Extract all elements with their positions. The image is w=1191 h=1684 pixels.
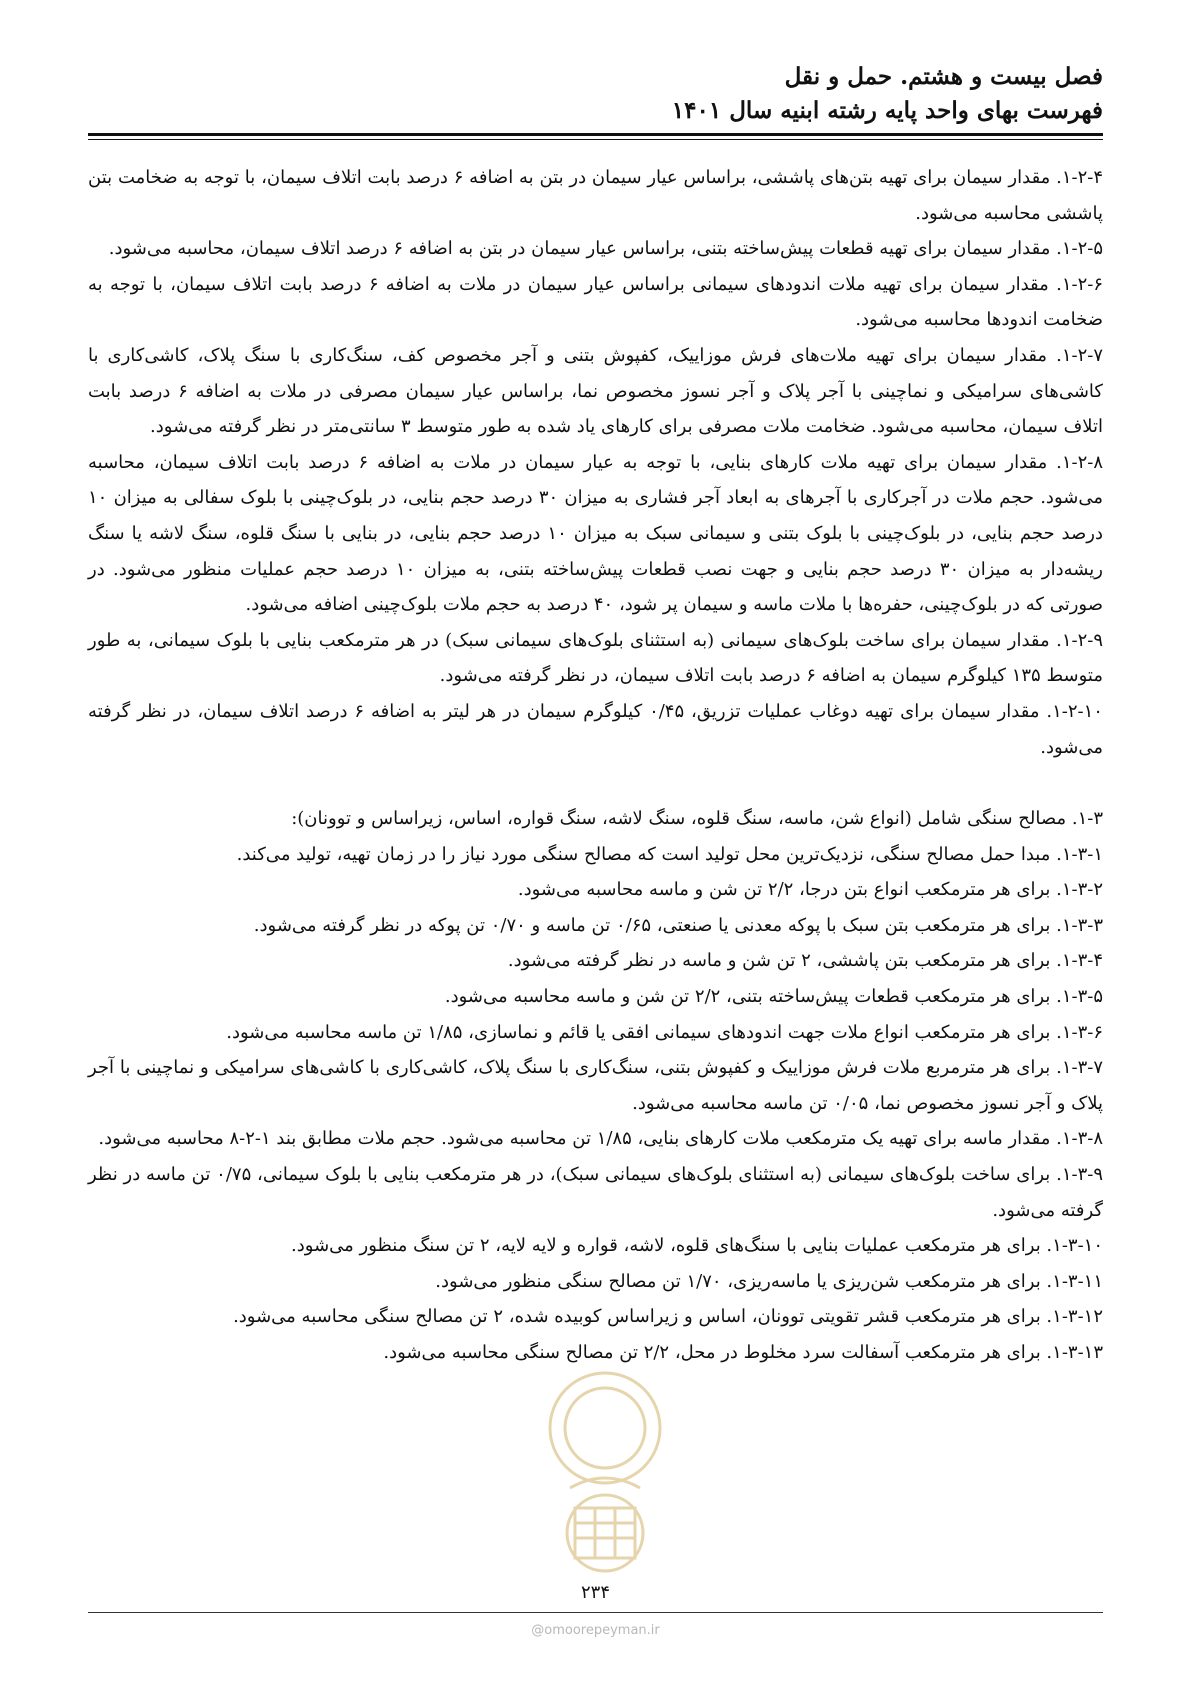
document-body (88, 160, 1103, 1371)
paragraph-1-3-13: ۱-۳-۱۳. برای هر مترمکعب آسفالت سرد مخلوط در محل، ۲/۲ تن مصالح سنگی محاسبه می‌شود. (383, 1342, 1103, 1363)
paragraph-1-3-3: ۱-۳-۳. برای هر مترمکعب بتن سبک با پوکه معدنی یا صنعتی، ۰/۶۵ تن ماسه و ۰/۷۰ تن پوکه در نظر گرفته می‌شود. (253, 914, 1103, 936)
paragraph-1-3-10: ۱-۳-۱۰. برای هر مترمکعب عملیات بنایی با سنگ‌های قلوه، لاشه، قواره و لایه لایه، ۲ تن سنگ منظور می‌شود. (291, 1235, 1103, 1257)
watermark-seal (530, 1358, 680, 1578)
paragraph-1-3-5: ۱-۳-۵. برای هر مترمکعب قطعات پیش‌ساخته بتنی، ۲/۲ تن شن و ماسه محاسبه می‌شود. (444, 986, 1103, 1008)
paragraph-1-3-1: ۱-۳-۱. مبدا حمل مصالح سنگی، نزدیک‌ترین محل تولید است که مصالح سنگی مورد نیاز را در زمان تهیه، تولید می‌کند. (236, 843, 1103, 865)
watermark-url: @omoorepeyman.ir (531, 1623, 660, 1638)
paragraph-1-2-10: ۱-۲-۱۰. مقدار سیمان برای تهیه دوغاب عملیات تزریق، ۰/۴۵ کیلوگرم سیمان در هر لیتر به اضافه ۶ درصد اتلاف سیمان، در نظر گرفته می‌شود. (88, 700, 1103, 758)
page-header (88, 60, 1103, 128)
paragraph-1-2-8: ۱-۲-۸. مقدار سیمان برای تهیه ملات کارهای بنایی، با توجه به عیار سیمان در ملات به اضافه ۶ درصد بابت اتلاف سیمان، محاسبه می‌شود. حجم ملات در آجرکاری با آجرهای به ابعاد آجر فشاری به میزان ۳۰ درصد حجم بنایی، در بلوک‌چینی با بلوک سفالی به میزان ۱۰ درصد حجم بنایی، در بلوک‌چینی با بلوک بتنی و سیمانی سبک به میزان ۱۰ درصد حجم بنایی، در بنایی با سنگ قلوه، سنگ لاشه یا سنگ ریشه‌دار به میزان ۳۰ درصد حجم بنایی و جهت نصب قطعات پیش‌ساخته بتنی، به میزان ۱۰ درصد حجم عملیات منظور می‌شود. در صورتی که در بلوک‌چینی، حفره‌ها با ملات ماسه و سیمان پر شود، ۴۰ درصد به حجم ملات بلوک‌چینی اضافه می‌شود. (88, 451, 1104, 616)
paragraph-1-3-6: ۱-۳-۶. برای هر مترمکعب انواع ملات جهت اندودهای سیمانی افقی یا قائم و نماسازی، ۱/۸۵ تن ماسه محاسبه می‌شود. (226, 1021, 1103, 1043)
paragraph-1-2-6: ۱-۲-۶. مقدار سیمان برای تهیه ملات اندودهای سیمانی براساس عیار سیمان در ملات به اضافه ۶ درصد بابت اتلاف سیمان، با توجه به ضخامت اندودها محاسبه می‌شود. (88, 273, 1103, 331)
chapter-title: فصل بیست و هشتم. حمل و نقل (784, 63, 1103, 90)
paragraph-1-3-12: ۱-۳-۱۲. برای هر مترمکعب قشر تقویتی توونان، اساس و زیراساس کوبیده شده، ۲ تن مصالح سنگی محاسبه می‌شود. (233, 1306, 1103, 1328)
paragraph-1-3-8: ۱-۳-۸. مقدار ماسه برای تهیه یک مترمکعب ملات کارهای بنایی، ۱/۸۵ تن محاسبه می‌شود. حجم ملات مطابق بند ۱-۲-۸ محاسبه می‌شود. (98, 1128, 1103, 1150)
section-gap (88, 765, 1103, 801)
paragraph-1-2-7: ۱-۲-۷. مقدار سیمان برای تهیه ملات‌های فرش موزاییک، کفپوش بتنی و آجر مخصوص کف، سنگ‌کاری با سنگ پلاک، کاشی‌کاری با کاشی‌های سرامیکی و نماچینی با آجر پلاک و آجر نسوز مخصوص نما، براساس عیار سیمان مصرفی در ملات به اضافه ۶ درصد بابت اتلاف سیمان، محاسبه می‌شود. ضخامت ملات مصرفی برای کارهای یاد شده به طور متوسط ۳ سانتی‌متر در نظر گرفته می‌شود. (88, 344, 1103, 438)
paragraph-1-2-4: ۱-۲-۴. مقدار سیمان برای تهیه بتن‌های پاششی، براساس عیار سیمان در بتن به اضافه ۶ درصد بابت اتلاف سیمان، با توجه به ضخامت بتن پاششی محاسبه می‌شود. (88, 167, 1104, 224)
header-rule-thick (88, 133, 1103, 136)
paragraph-1-2-9: ۱-۲-۹. مقدار سیمان برای ساخت بلوک‌های سیمانی (به استثنای بلوک‌های سیمانی سبک) در هر مترمکعب بنایی با بلوک سیمانی، به طور متوسط ۱۳۵ کیلوگرم سیمان به اضافه ۶ درصد بابت اتلاف سیمان، در نظر گرفته می‌شود. (88, 629, 1103, 687)
paragraph-1-3-11: ۱-۳-۱۱. برای هر مترمکعب شن‌ریزی یا ماسه‌ریزی، ۱/۷۰ تن مصالح سنگی منظور می‌شود. (435, 1270, 1103, 1292)
paragraph-1-3-4: ۱-۳-۴. برای هر مترمکعب بتن پاششی، ۲ تن شن و ماسه در نظر گرفته می‌شود. (507, 950, 1103, 972)
header-rule-thin (88, 139, 1103, 140)
page-number: ۲۳۴ (580, 1582, 610, 1603)
paragraph-1-3-2: ۱-۳-۲. برای هر مترمکعب انواع بتن درجا، ۲/۲ تن شن و ماسه محاسبه می‌شود. (517, 879, 1103, 901)
paragraph-1-3-7: ۱-۳-۷. برای هر مترمربع ملات فرش موزاییک و کفپوش بتنی، سنگ‌کاری با سنگ پلاک، کاشی‌کاری با کاشی‌های سرامیکی و نماچینی با آجر پلاک و آجر نسوز مخصوص نما، ۰/۰۵ تن ماسه محاسبه می‌شود. (88, 1057, 1103, 1114)
paragraph-1-3-9: ۱-۳-۹. برای ساخت بلوک‌های سیمانی (به استثنای بلوک‌های سیمانی سبک)، در هر مترمکعب بنایی با بلوک سیمانی، ۰/۷۵ تن ماسه در نظر گرفته می‌شود. (88, 1164, 1103, 1221)
footer-rule (88, 1612, 1103, 1613)
section-heading-1-3: ۱-۳. مصالح سنگی شامل (انواع شن، ماسه، سنگ قلوه، سنگ لاشه، سنگ قواره، اساس، زیراساس و توونان): (291, 808, 1103, 830)
paragraph-1-2-5: ۱-۲-۵. مقدار سیمان برای تهیه قطعات پیش‌ساخته بتنی، براساس عیار سیمان در بتن به اضافه ۶ درصد اتلاف سیمان، محاسبه می‌شود. (108, 238, 1103, 260)
document-subtitle: فهرست بهای واحد پایه رشته ابنیه سال ۱۴۰۱ (671, 97, 1103, 124)
